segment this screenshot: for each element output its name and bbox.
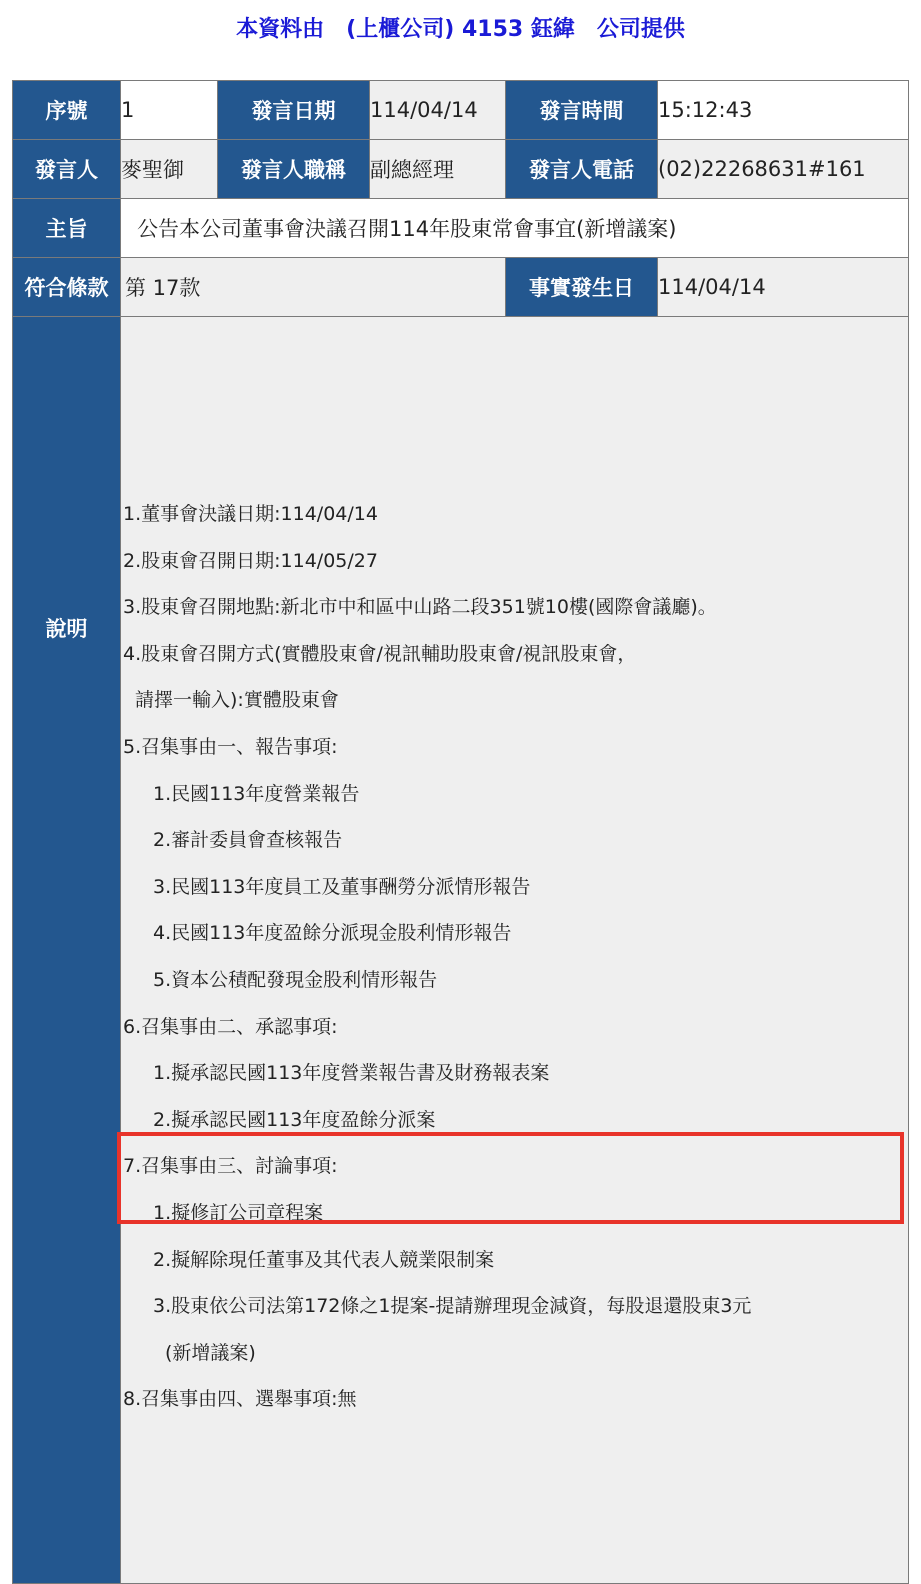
desc-line: 1.董事會決議日期:114/04/14 [123, 503, 378, 526]
subject-value: 公告本公司董事會決議召開114年股東常會事宜(新增議案) [121, 199, 909, 258]
title-prefix: 本資料由 [236, 17, 325, 42]
title-company-type: (上櫃公司) [346, 17, 455, 42]
description-cell [121, 317, 909, 1584]
clause-value: 第 17款 [121, 258, 506, 317]
page-title [0, 12, 921, 43]
desc-line: 1.擬承認民國113年度營業報告書及財務報表案 [153, 1062, 550, 1085]
phone-label: 發言人電話 [506, 140, 658, 199]
speaker-title-label: 發言人職稱 [218, 140, 370, 199]
desc-line: 2.審計委員會查核報告 [153, 829, 343, 852]
clause-label: 符合條款 [13, 258, 121, 317]
desc-line: 5.資本公積配發現金股利情形報告 [153, 969, 438, 991]
description-lines [121, 466, 908, 1434]
subject-label: 主旨 [13, 199, 121, 258]
desc-line: 4.股東會召開方式(實體股東會/視訊輔助股東會/視訊股東會， [123, 642, 637, 665]
desc-line: 2.擬解除現任董事及其代表人競業限制案 [153, 1248, 495, 1271]
seq-value: 1 [121, 81, 218, 140]
desc-line: 7.召集事由三、討論事項: [123, 1155, 338, 1178]
desc-line: 8.召集事由四、選舉事項:無 [123, 1388, 357, 1411]
desc-line: 2.擬承認民國113年度盈餘分派案 [153, 1108, 436, 1131]
title-suffix: 公司提供 [596, 17, 685, 42]
date-label: 發言日期 [218, 81, 370, 140]
desc-line: 2.股東會召開日期:114/05/27 [123, 549, 378, 572]
desc-line: 請擇一輸入):實體股東會 [135, 689, 339, 712]
announcement-table [12, 80, 909, 1584]
date-value: 114/04/14 [370, 81, 506, 140]
speaker-value: 麥聖御 [121, 140, 218, 199]
desc-line: (新增議案) [165, 1341, 256, 1364]
desc-line: 6.召集事由二、承認事項: [123, 1015, 338, 1038]
time-label: 發言時間 [506, 81, 658, 140]
desc-line: 3.股東會召開地點:新北市中和區中山路二段351號10樓(國際會議廳)。 [123, 596, 717, 619]
phone-value: (02)22268631#161 [658, 140, 909, 199]
fact-date-value: 114/04/14 [658, 258, 909, 317]
speaker-label: 發言人 [13, 140, 121, 199]
desc-line: 1.擬修訂公司章程案 [153, 1201, 324, 1224]
time-value: 15:12:43 [658, 81, 909, 140]
desc-line: 4.民國113年度盈餘分派現金股利情形報告 [153, 922, 512, 945]
fact-date-label: 事實發生日 [506, 258, 658, 317]
description-label: 說明 [13, 317, 121, 1584]
title-company-code-name: 4153 鈺緯 [461, 17, 575, 42]
desc-line: 3.民國113年度員工及董事酬勞分派情形報告 [153, 875, 531, 898]
speaker-title-value: 副總經理 [370, 140, 506, 199]
seq-label: 序號 [13, 81, 121, 140]
desc-line: 1.民國113年度營業報告 [153, 782, 360, 805]
desc-line: 5.召集事由一、報告事項: [123, 736, 338, 759]
desc-line: 3.股東依公司法第172條之1提案-提請辦理現金減資，每股退還股東3元 [153, 1295, 752, 1318]
